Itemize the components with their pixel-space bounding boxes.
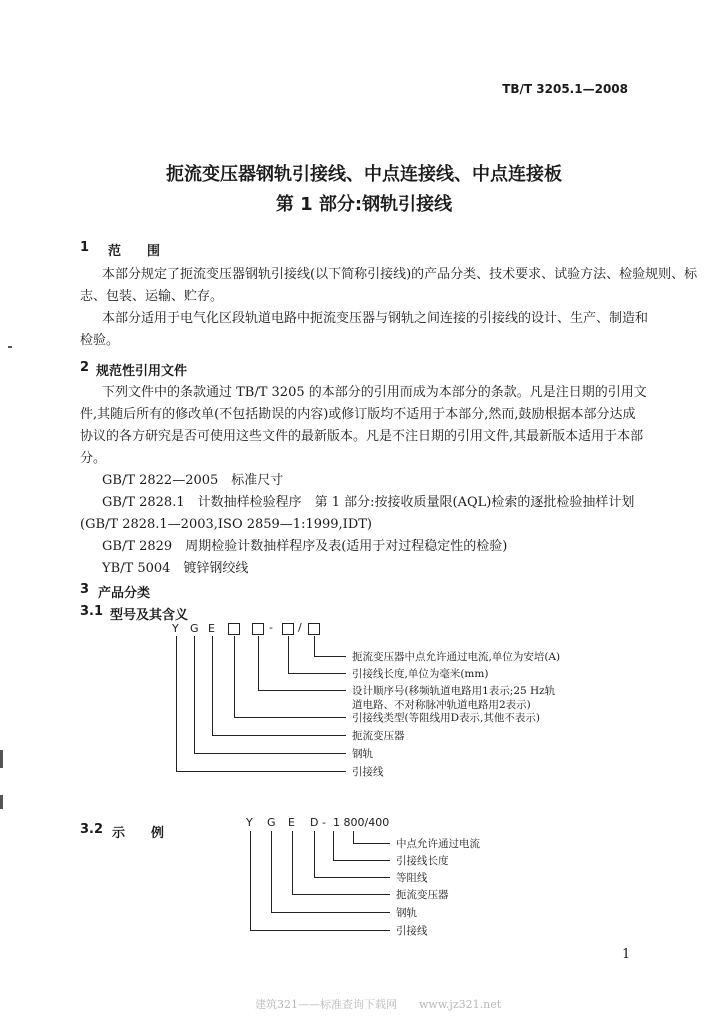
scan-mark [8, 346, 12, 348]
standard-number: TB/T 3205.1—2008 [502, 82, 628, 96]
leader-line [250, 930, 390, 931]
leader-line [176, 636, 177, 772]
section-3-2-number: 3.2 [80, 822, 104, 837]
code-letter-y: Y [172, 622, 179, 635]
leader-line [288, 673, 346, 674]
document-title-line2: 第 1 部分:钢轨引接线 [275, 194, 453, 215]
reference-item: GB/T 2829 周期检验计数抽样程序及表(适用于对过程稳定性的检验) [102, 539, 508, 554]
section-3-2-title: 示 例 [112, 826, 165, 841]
example-label: 引接线 [396, 925, 428, 937]
code-slash: / [298, 621, 302, 634]
section-2-title: 规范性引用文件 [96, 364, 188, 379]
code-placeholder-box [252, 623, 264, 635]
section-2-p1d: 分。 [80, 451, 107, 466]
leader-line [212, 735, 346, 736]
leader-line [258, 636, 259, 691]
watermark-footer: 建筑321——标准查询下载网 www.jz321.net [255, 998, 502, 1011]
section-2-number: 2 [80, 360, 90, 375]
leader-line [292, 894, 390, 895]
scan-mark [0, 750, 3, 768]
model-label: 钢轨 [352, 748, 373, 760]
leader-line [271, 912, 390, 913]
document-title-line1: 扼流变压器钢轨引接线、中点连接线、中点连接板 [166, 164, 562, 185]
leader-line [353, 843, 390, 844]
leader-line [292, 831, 293, 895]
section-1-number: 1 [80, 240, 90, 255]
section-2-p1c: 协议的各方研究是否可使用这些文件的最新版本。凡是不注日期的引用文件,其最新版本适用于本部 [80, 429, 644, 444]
leader-line [258, 690, 346, 691]
example-label: 扼流变压器 [396, 889, 449, 901]
model-label: 扼流变压器中点允许通过电流,单位为安培(A) [352, 651, 561, 663]
leader-line [288, 636, 289, 674]
leader-line [194, 636, 195, 754]
leader-line [212, 636, 213, 736]
leader-line [194, 753, 346, 754]
model-label: 引接线 [352, 766, 384, 778]
section-3-1-number: 3.1 [80, 604, 104, 619]
section-3-number: 3 [80, 582, 90, 597]
leader-line [271, 831, 272, 913]
example-value: 1 800/400 [333, 816, 390, 829]
code-placeholder-box [308, 623, 320, 635]
model-label: 扼流变压器 [352, 730, 405, 742]
example-letter-g: G [267, 816, 276, 829]
code-dash: - [269, 621, 273, 634]
page-number: 1 [622, 947, 631, 962]
leader-line [314, 831, 315, 878]
leader-line [250, 831, 251, 931]
code-letter-e: E [208, 622, 215, 635]
leader-line [234, 636, 235, 718]
example-letter-y: Y [246, 816, 253, 829]
section-1-title: 范 围 [108, 244, 161, 259]
model-label: 道电路、不对称脉冲轨道电路用2表示) [352, 699, 531, 711]
leader-line [333, 831, 334, 861]
example-dash: - [322, 816, 326, 829]
leader-line [314, 636, 315, 657]
reference-item: GB/T 2828.1 计数抽样检验程序 第 1 部分:按接收质量限(AQL)检索的逐批检验抽样计划 [102, 495, 635, 510]
leader-line [234, 717, 346, 718]
leader-line [314, 656, 346, 657]
code-letter-g: G [190, 622, 199, 635]
section-3-1-title: 型号及其含义 [110, 608, 189, 623]
leader-line [314, 877, 390, 878]
section-1-p1b: 志、包装、运输、贮存。 [80, 289, 224, 304]
example-label: 引接线长度 [396, 855, 449, 867]
section-1-p2b: 检验。 [80, 333, 120, 348]
model-label: 设计顺序号(移频轨道电路用1表示;25 Hz轨 [352, 685, 556, 697]
section-2-p1a: 下列文件中的条款通过 TB/T 3205 的本部分的引用而成为本部分的条款。凡是注日期的引用文 [102, 385, 647, 400]
section-1-p1a: 本部分规定了扼流变压器钢轨引接线(以下简称引接线)的产品分类、技术要求、试验方法、检验规则、标 [102, 267, 698, 282]
example-letter-d: D [310, 816, 319, 829]
code-placeholder-box [282, 623, 294, 635]
section-2-p1b: 件,其随后所有的修改单(不包括勘误的内容)或修订版均不适用于本部分,然而,鼓励根据本部分达成 [80, 407, 636, 422]
section-1-p2a: 本部分适用于电气化区段轨道电路中扼流变压器与钢轨之间连接的引接线的设计、生产、制造和 [102, 311, 649, 326]
reference-item: (GB/T 2828.1—2003,ISO 2859—1:1999,IDT) [80, 517, 372, 532]
reference-item: YB/T 5004 镀锌钢绞线 [102, 561, 249, 576]
leader-line [333, 860, 390, 861]
example-label: 钢轨 [396, 907, 417, 919]
example-letter-e: E [288, 816, 295, 829]
reference-item: GB/T 2822—2005 标准尺寸 [102, 473, 284, 488]
example-label: 中点允许通过电流 [396, 838, 480, 850]
leader-line [176, 771, 346, 772]
section-3-title: 产品分类 [98, 586, 151, 601]
example-label: 等阻线 [396, 872, 428, 884]
model-label: 引接线长度,单位为毫米(mm) [352, 668, 489, 680]
scan-mark [0, 795, 3, 809]
model-label: 引接线类型(等阻线用D表示,其他不表示) [352, 712, 540, 724]
code-placeholder-box [228, 623, 240, 635]
